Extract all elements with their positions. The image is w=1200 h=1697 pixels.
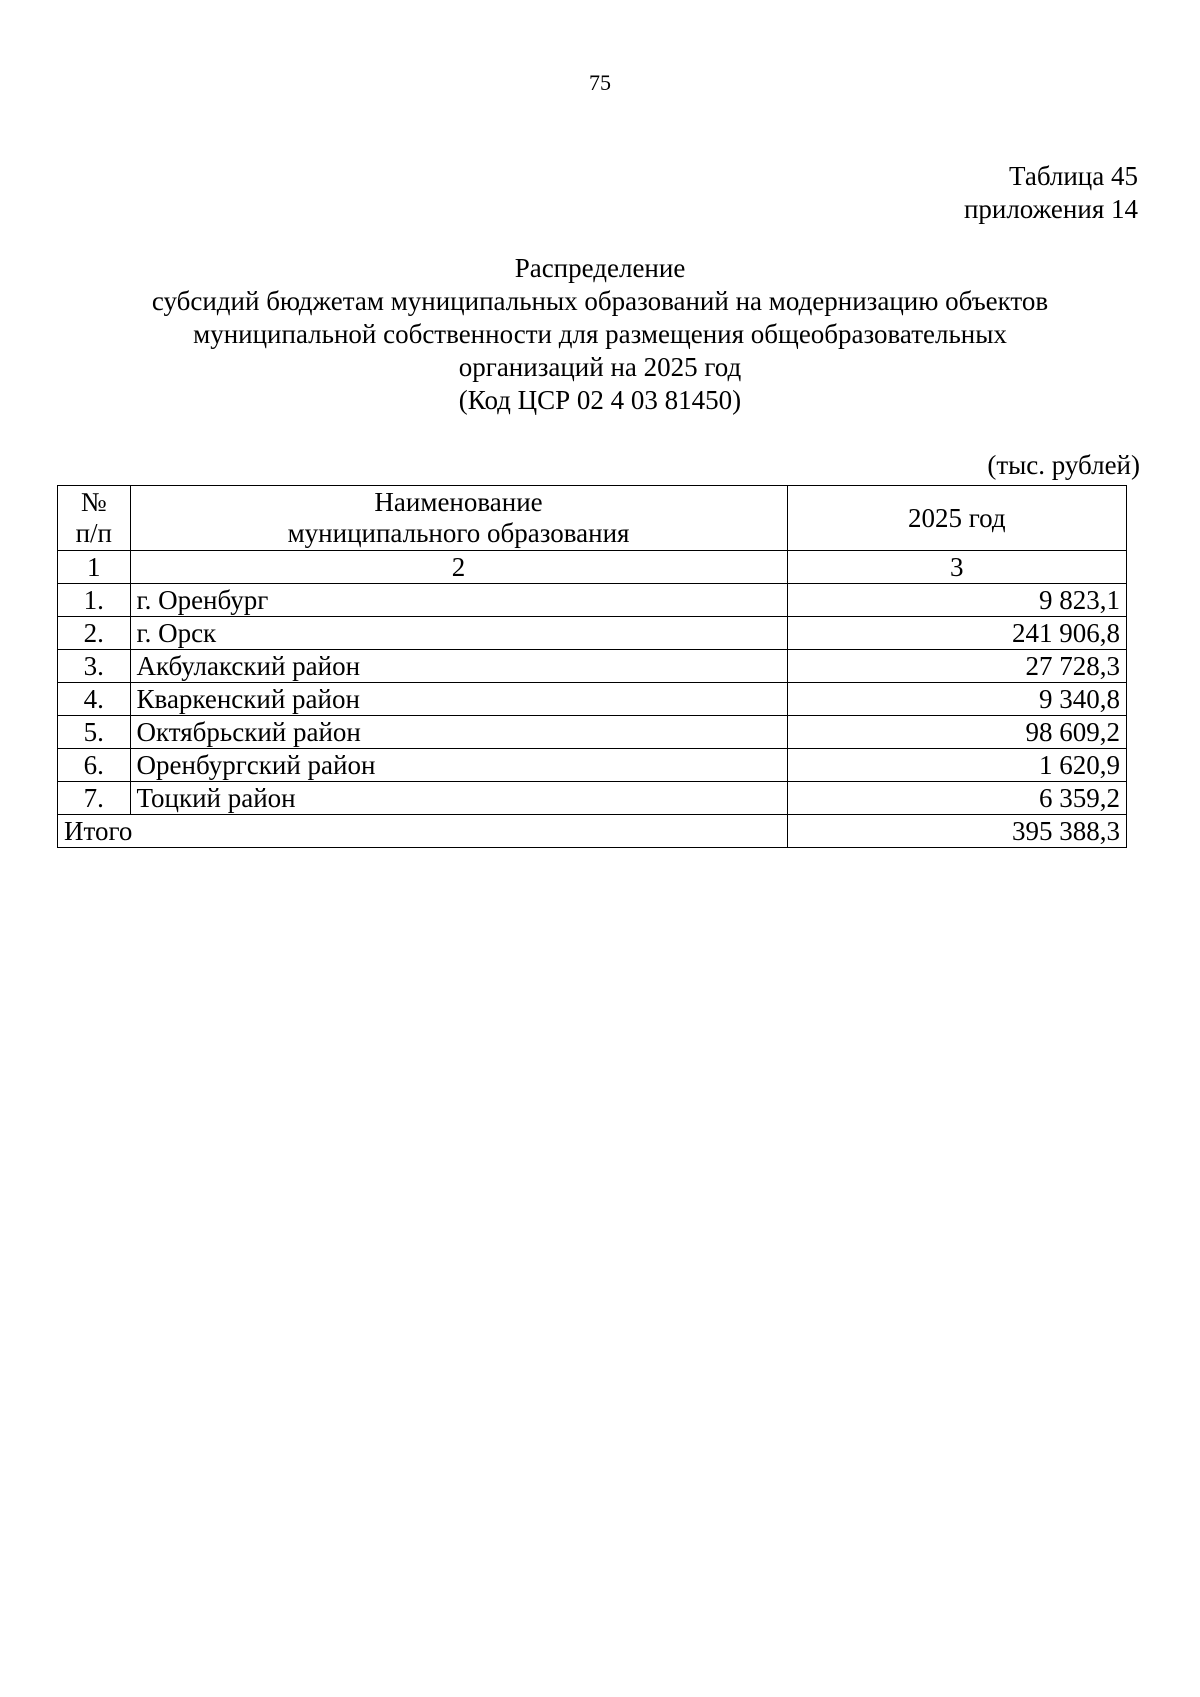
municipality-name: г. Оренбург (130, 584, 787, 617)
column-number-1: 1 (58, 551, 131, 584)
units-label: (тыс. рублей) (987, 450, 1140, 480)
row-number: 6. (58, 749, 131, 782)
municipality-name: Акбулакский район (130, 650, 787, 683)
total-value: 395 388,3 (787, 815, 1126, 848)
title-line5: (Код ЦСР 02 4 03 81450) (458, 385, 742, 415)
table-row (58, 782, 1127, 815)
table-reference (964, 160, 1138, 226)
column-number-3: 3 (787, 551, 1126, 584)
column-number-row (58, 551, 1127, 584)
title-line3: муниципальной собственности для размещения общеобразовательных (193, 319, 1007, 349)
row-number: 2. (58, 617, 131, 650)
row-number: 5. (58, 716, 131, 749)
title-line4: организаций на 2025 год (458, 352, 742, 382)
total-label: Итого (58, 815, 788, 848)
document-title (100, 252, 1100, 417)
header-no (58, 486, 131, 551)
table-row (58, 650, 1127, 683)
table-row (58, 749, 1127, 782)
municipality-name: г. Орск (130, 617, 787, 650)
title-line1: Распределение (514, 253, 686, 283)
total-row (58, 815, 1127, 848)
header-no-line2: п/п (75, 518, 112, 548)
municipality-name: Октябрьский район (130, 716, 787, 749)
subsidy-value: 6 359,2 (787, 782, 1126, 815)
table-ref-line2: приложения 14 (963, 194, 1138, 224)
subsidy-value: 98 609,2 (787, 716, 1126, 749)
row-number: 4. (58, 683, 131, 716)
subsidy-value: 9 340,8 (787, 683, 1126, 716)
subsidy-table (57, 485, 1127, 848)
column-number-2: 2 (130, 551, 787, 584)
subsidy-value: 1 620,9 (787, 749, 1126, 782)
header-year: 2025 год (787, 486, 1126, 551)
table-header-row (58, 486, 1127, 551)
header-name-line1: Наименование (374, 487, 543, 517)
row-number: 3. (58, 650, 131, 683)
title-line2: субсидий бюджетам муниципальных образований на модернизацию объектов (151, 286, 1049, 316)
subsidy-value: 27 728,3 (787, 650, 1126, 683)
table-ref-line1: Таблица 45 (1009, 161, 1138, 191)
row-number: 7. (58, 782, 131, 815)
row-number: 1. (58, 584, 131, 617)
table-row (58, 617, 1127, 650)
municipality-name: Оренбургский район (130, 749, 787, 782)
table-row (58, 716, 1127, 749)
subsidy-value: 241 906,8 (787, 617, 1126, 650)
page-number: 75 (589, 70, 611, 95)
table-row (58, 683, 1127, 716)
header-no-line1: № (80, 487, 107, 517)
header-name (130, 486, 787, 551)
municipality-name: Кваркенский район (130, 683, 787, 716)
table-row (58, 584, 1127, 617)
subsidy-value: 9 823,1 (787, 584, 1126, 617)
municipality-name: Тоцкий район (130, 782, 787, 815)
header-name-line2: муниципального образования (287, 518, 630, 548)
